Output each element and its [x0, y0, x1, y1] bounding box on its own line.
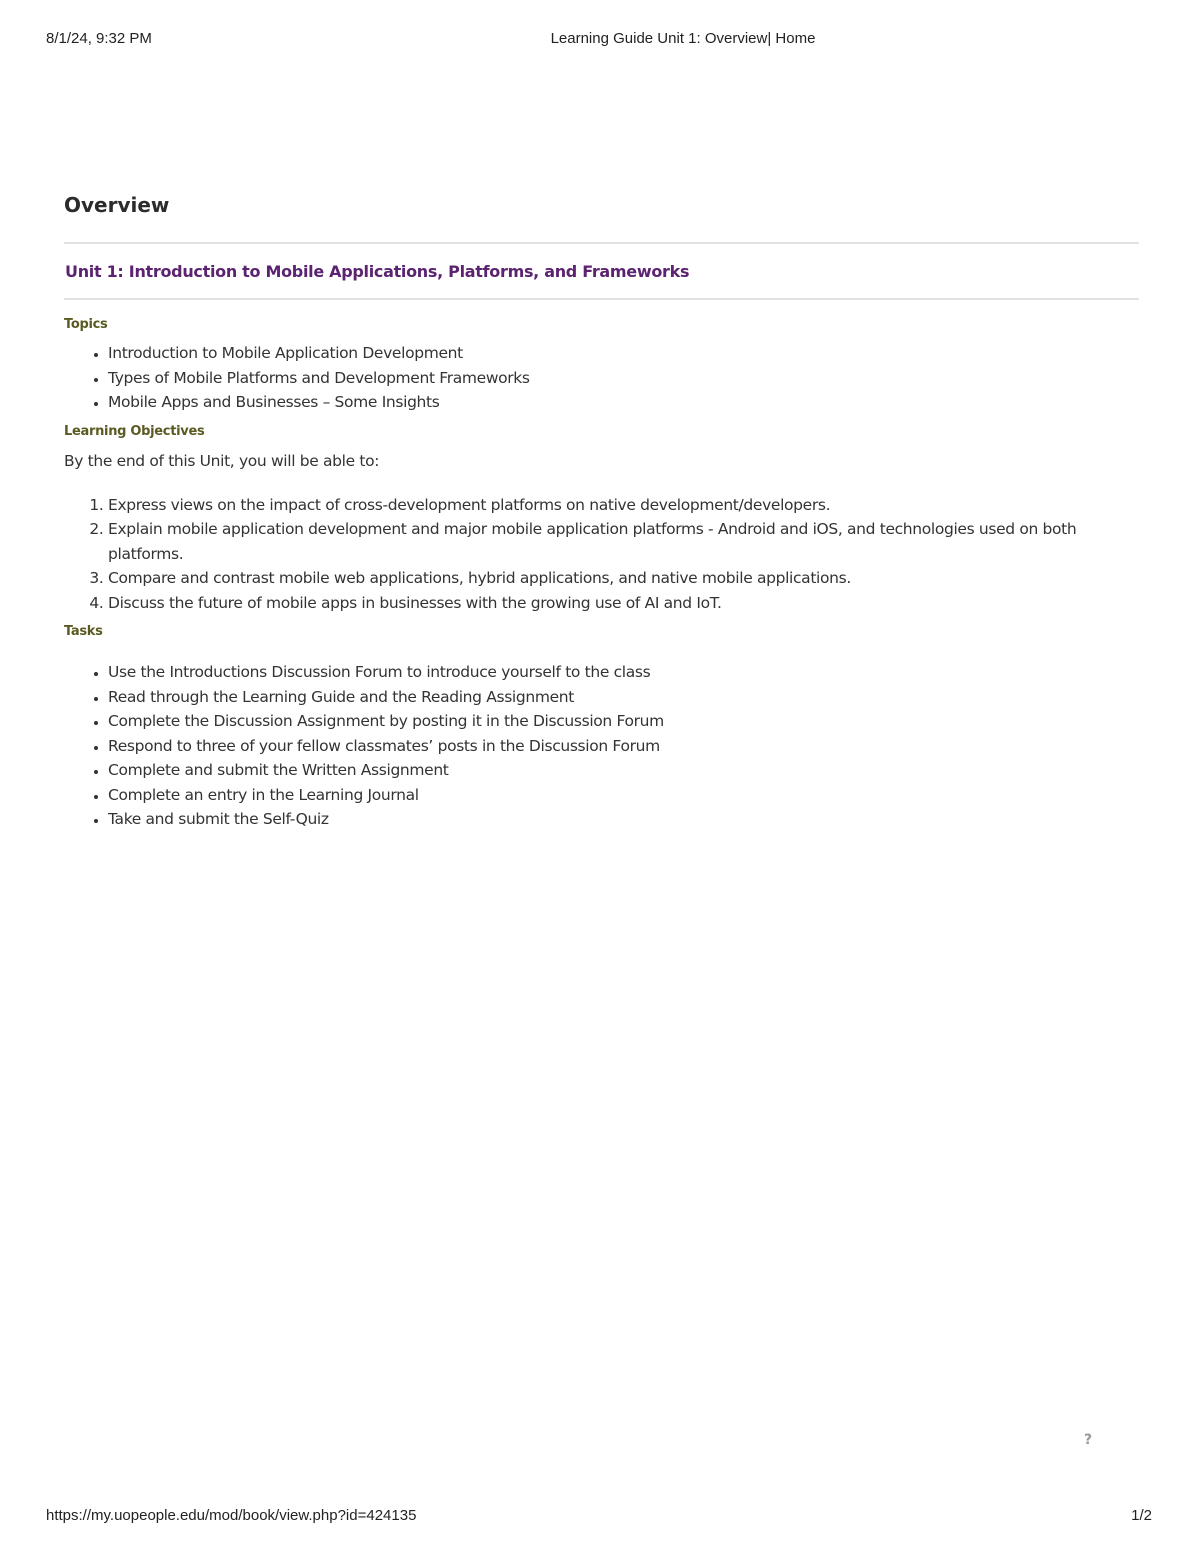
task-item: • Complete and submit the Written Assignment [108, 758, 1139, 783]
print-page-title: Learning Guide Unit 1: Overview| Home [550, 30, 816, 47]
objective-item: 4. Discuss the future of mobile apps in businesses with the growing use of AI and IoT. [108, 591, 1139, 616]
objective-item: 2. Explain mobile application development and major mobile application platforms - Android and iOS, and technologies used on both platforms. [108, 517, 1139, 566]
print-header [0, 30, 1200, 50]
unit-title: Unit 1: Introduction to Mobile Applications, Platforms, and Frameworks [65, 262, 690, 281]
objectives-list [64, 493, 1139, 616]
help-icon[interactable]: ? [1084, 1432, 1093, 1448]
objective-item: 3. Compare and contrast mobile web applications, hybrid applications, and native mobile applications. [108, 566, 1139, 591]
topics-heading: Topics [64, 317, 108, 332]
task-item: • Respond to three of your fellow classmates’ posts in the Discussion Forum [108, 734, 1139, 759]
page-url: https://my.uopeople.edu/mod/book/view.php?id=424135 [46, 1507, 417, 1524]
topic-item: • Mobile Apps and Businesses – Some Insights [108, 390, 1139, 415]
task-item: • Read through the Learning Guide and the Reading Assignment [108, 685, 1139, 710]
topic-item: • Introduction to Mobile Application Development [108, 341, 1139, 366]
topics-list [64, 341, 1139, 415]
task-item: • Complete the Discussion Assignment by posting it in the Discussion Forum [108, 709, 1139, 734]
objective-item: 1. Express views on the impact of cross-development platforms on native development/developers. [108, 493, 1139, 518]
print-date: 8/1/24, 9:32 PM [46, 30, 152, 47]
page-title: Overview [64, 193, 170, 217]
learning-objectives-heading: Learning Objectives [64, 423, 205, 439]
task-item: • Take and submit the Self-Quiz [108, 807, 1139, 832]
objectives-intro: By the end of this Unit, you will be able to: [64, 451, 380, 470]
print-footer [0, 1507, 1200, 1527]
task-item: • Use the Introductions Discussion Forum to introduce yourself to the class [108, 660, 1139, 685]
divider [64, 298, 1139, 300]
tasks-heading: Tasks [64, 624, 103, 639]
tasks-list [64, 660, 1139, 832]
page-number: 1/2 [1131, 1507, 1152, 1524]
main-content [64, 190, 1139, 832]
task-item: • Complete an entry in the Learning Journal [108, 783, 1139, 808]
topic-item: • Types of Mobile Platforms and Development Frameworks [108, 366, 1139, 391]
